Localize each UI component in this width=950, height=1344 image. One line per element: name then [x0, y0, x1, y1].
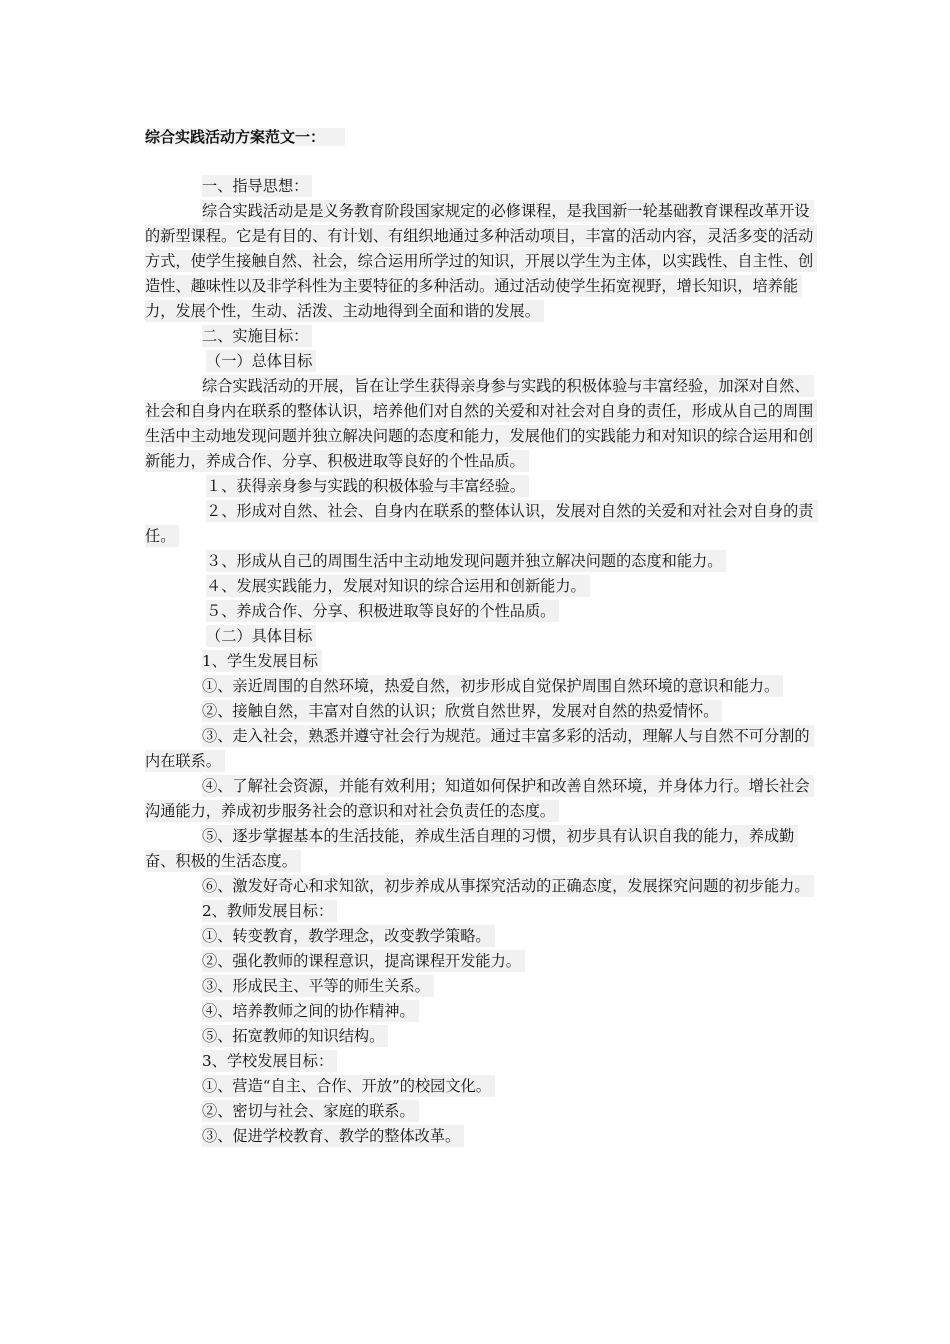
list-item-student-goal-1: ①、亲近周围的自然环境，热爱自然，初步形成自觉保护周围自然环境的意识和能力。 — [145, 674, 815, 699]
subheading-overall-goals: （一）总体目标 — [145, 349, 815, 374]
list-item-teacher-goal-5: ⑤、拓宽教师的知识结构。 — [145, 1024, 815, 1049]
list-item-goal-1: １、获得亲身参与实践的积极体验与丰富经验。 — [145, 474, 815, 499]
list-item-goal-3: ３、形成从自己的周围生活中主动地发现问题并独立解决问题的态度和能力。 — [145, 549, 815, 574]
section-heading-implementation-goals: 二、实施目标： — [145, 324, 815, 349]
list-item-student-goal-6: ⑥、激发好奇心和求知欲，初步养成从事探究活动的正确态度，发展探究问题的初步能力。 — [145, 874, 815, 899]
list-item-school-goal-3: ③、促进学校教育、教学的整体改革。 — [145, 1124, 815, 1149]
list-item-teacher-goal-2: ②、强化教师的课程意识，提高课程开发能力。 — [145, 949, 815, 974]
subheading-teacher-goals: 2、教师发展目标： — [145, 899, 815, 924]
list-item-goal-5: ５、养成合作、分享、积极进取等良好的个性品质。 — [145, 599, 815, 624]
list-item-school-goal-2: ②、密切与社会、家庭的联系。 — [145, 1099, 815, 1124]
list-item-teacher-goal-1: ①、转变教育，教学理念，改变教学策略。 — [145, 924, 815, 949]
list-item-student-goal-2: ②、接触自然，丰富对自然的认识；欣赏自然世界，发展对自然的热爱情怀。 — [145, 699, 815, 724]
subheading-school-goals: 3、学校发展目标： — [145, 1049, 815, 1074]
list-item-teacher-goal-3: ③、形成民主、平等的师生关系。 — [145, 974, 815, 999]
list-item-student-goal-5: ⑤、逐步掌握基本的生活技能，养成生活自理的习惯，初步具有认识自我的能力，养成勤奋、积极的生活态度。 — [145, 824, 815, 874]
list-item-goal-4: ４、发展实践能力，发展对知识的综合运用和创新能力。 — [145, 574, 815, 599]
list-item-goal-2: ２、形成对自然、社会、自身内在联系的整体认识，发展对自然的关爱和对社会对自身的责任。 — [145, 499, 815, 549]
document-body — [145, 125, 815, 1149]
list-item-student-goal-3: ③、走入社会，熟悉并遵守社会行为规范。通过丰富多彩的活动，理解人与自然不可分割的内在联系。 — [145, 724, 815, 774]
document-title: 综合实践活动方案范文一： — [145, 125, 815, 149]
paragraph-guiding-thought: 综合实践活动是是义务教育阶段国家规定的必修课程，是我国新一轮基础教育课程改革开设的新型课程。它是有目的、有计划、有组织地通过多种活动项目，丰富的活动内容，灵活多变的活动方式，使学生接触自然、社会，综合运用所学过的知识，开展以学生为主体，以实践性、自主性、创造性、趣味性以及非学科性为主要特征的多种活动。通过活动使学生拓宽视野，增长知识，培养能力，发展个性，生动、活泼、主动地得到全面和谐的发展。 — [145, 199, 815, 324]
list-item-teacher-goal-4: ④、培养教师之间的协作精神。 — [145, 999, 815, 1024]
section-heading-guiding-thought: 一、指导思想： — [145, 174, 815, 199]
paragraph-overall-goals: 综合实践活动的开展，旨在让学生获得亲身参与实践的积极体验与丰富经验，加深对自然、社会和自身内在联系的整体认识，培养他们对自然的关爱和对社会对自身的责任，形成从自己的周围生活中主动地发现问题并独立解决问题的态度和能力，发展他们的实践能力和对知识的综合运用和创新能力，养成合作、分享、积极进取等良好的个性品质。 — [145, 374, 815, 474]
subheading-specific-goals: （二）具体目标 — [145, 624, 815, 649]
list-item-school-goal-1: ①、营造“自主、合作、开放”的校园文化。 — [145, 1074, 815, 1099]
subheading-student-goals: 1、学生发展目标 — [145, 649, 815, 674]
list-item-student-goal-4: ④、了解社会资源，并能有效利用；知道如何保护和改善自然环境，并身体力行。增长社会沟通能力，养成初步服务社会的意识和对社会负责任的态度。 — [145, 774, 815, 824]
